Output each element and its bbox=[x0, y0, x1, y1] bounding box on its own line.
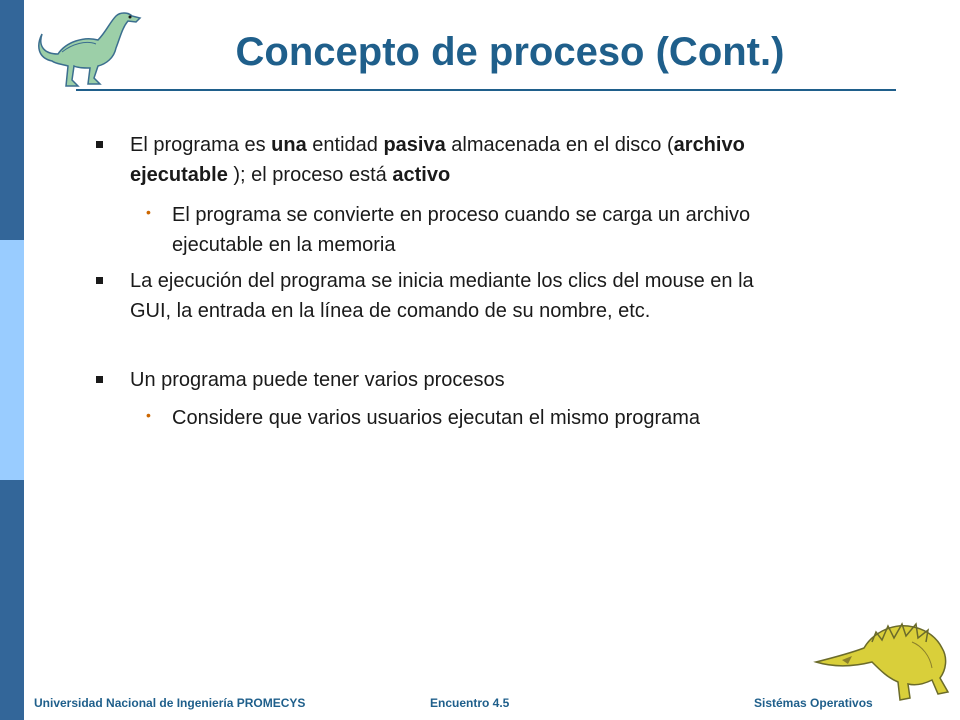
text-run: ); el proceso está bbox=[227, 164, 393, 186]
text-run: El programa es bbox=[130, 134, 272, 156]
bold-run: una bbox=[271, 134, 307, 156]
bullet-3: Un programa puede tener varios procesos bbox=[130, 369, 505, 391]
square-bullet-icon bbox=[96, 376, 103, 383]
page-title: Concepto de proceso (Cont.) bbox=[235, 30, 785, 74]
bold-run: archivo ejecutable bbox=[130, 134, 745, 186]
round-bullet-icon: • bbox=[146, 204, 151, 220]
bullet-1-sub: El programa se convierte en proceso cuando se carga un archivo ejecutable en la memoria bbox=[172, 204, 751, 256]
round-bullet-icon: • bbox=[146, 407, 151, 423]
footer-slide-number: Encuentro 4.5 bbox=[430, 696, 510, 710]
dinosaur-icon bbox=[812, 612, 960, 704]
footer-university: Universidad Nacional de Ingeniería PROMECYS bbox=[34, 696, 306, 710]
bold-run: pasiva bbox=[383, 134, 446, 156]
footer-course: Sistémas Operativos bbox=[754, 696, 873, 710]
bullet-1 bbox=[130, 130, 790, 190]
bullet-3-sub: Considere que varios usuarios ejecutan el mismo programa bbox=[172, 407, 701, 429]
text-run: entidad bbox=[306, 134, 384, 156]
bullet-2: La ejecución del programa se inicia mediante los clics del mouse en la GUI, la entrada en la línea de comando de su nombre, etc. bbox=[130, 270, 754, 322]
square-bullet-icon bbox=[96, 141, 103, 148]
square-bullet-icon bbox=[96, 277, 103, 284]
text-run: almacenada en el disco ( bbox=[445, 134, 674, 156]
bold-run: activo bbox=[392, 164, 451, 186]
